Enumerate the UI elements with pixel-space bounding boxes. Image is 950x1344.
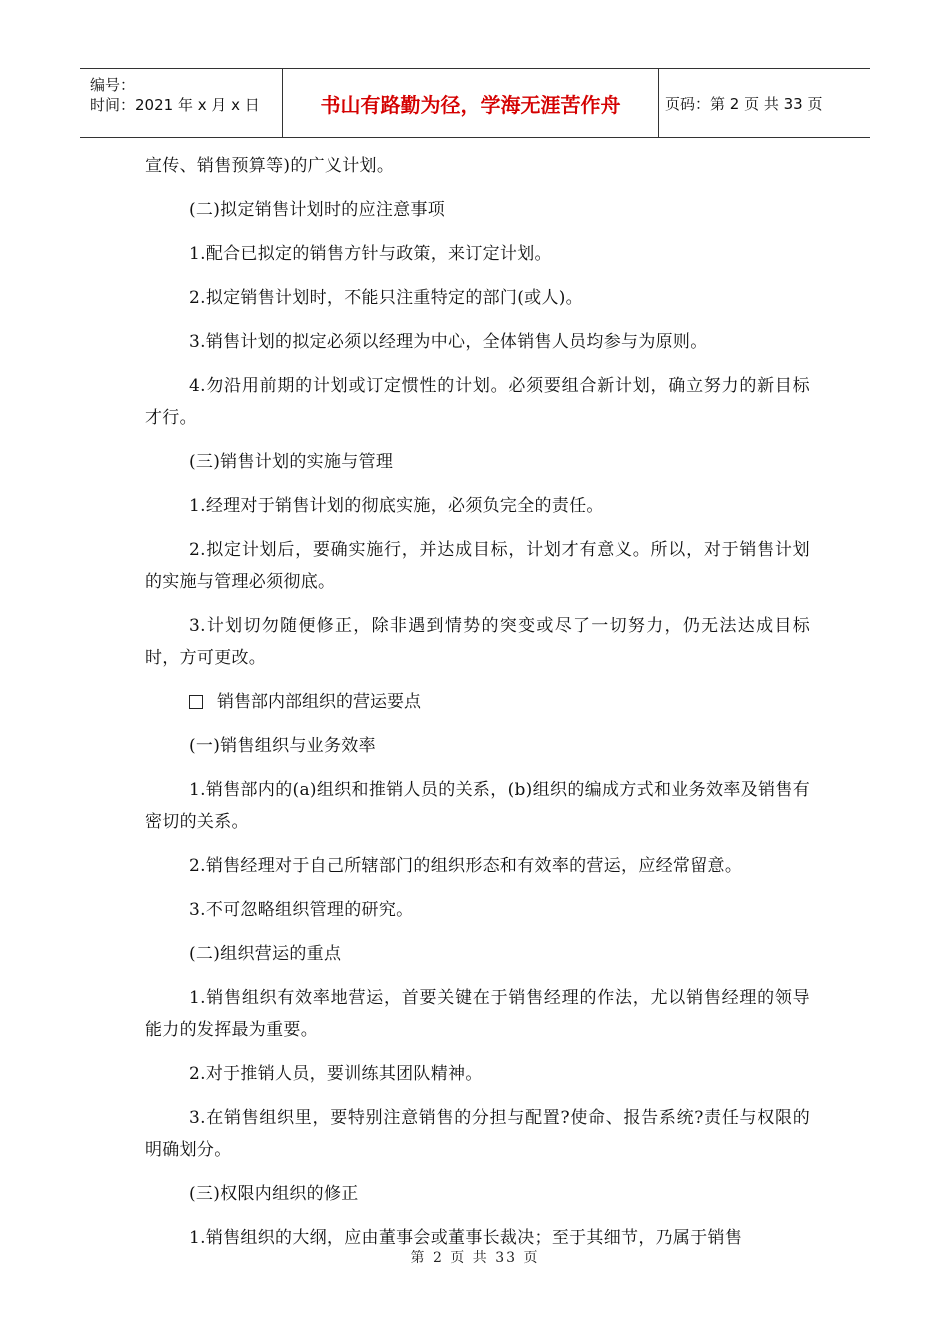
header-page-info: 页码：第 2 页 共 33 页	[665, 94, 823, 113]
paragraph: 1.销售部内的(a)组织和推销人员的关系，(b)组织的编成方式和业务效率及销售有密切的关系。	[145, 780, 810, 832]
section-heading	[189, 686, 810, 718]
paragraph: 4.勿沿用前期的计划或订定惯性的计划。必须要组合新计划，确立努力的新目标才行。	[145, 376, 810, 428]
paragraph: 2.拟定计划后，要确实施行，并达成目标，计划才有意义。所以，对于销售计划的实施与管理必须彻底。	[145, 540, 810, 592]
paragraph: 2.销售经理对于自己所辖部门的组织形态和有效率的营运，应经常留意。	[189, 856, 743, 876]
subheading: (三)销售计划的实施与管理	[189, 452, 394, 472]
header-meta	[80, 69, 283, 137]
subheading: (一)销售组织与业务效率	[189, 736, 376, 756]
subheading: (三)权限内组织的修正	[189, 1184, 359, 1204]
paragraph: 3.计划切勿随便修正，除非遇到情势的突变或尽了一切努力，仍无法达成目标时，方可更改。	[145, 616, 810, 668]
paragraph: 3.不可忽略组织管理的研究。	[189, 900, 414, 920]
paragraph: 1.销售组织有效率地营运，首要关键在于销售经理的作法，尤以销售经理的领导能力的发挥最为重要。	[145, 988, 810, 1040]
paragraph: 1.经理对于销售计划的彻底实施，必须负完全的责任。	[189, 496, 604, 516]
document-header	[80, 68, 870, 138]
paragraph: 2.对于推销人员，要训练其团队精神。	[189, 1064, 483, 1084]
paragraph: 2.拟定销售计划时，不能只注重特定的部门(或人)。	[189, 288, 583, 308]
paragraph: 3.在销售组织里，要特别注意销售的分担与配置?使命、报告系统?责任与权限的明确划分。	[145, 1108, 810, 1160]
page-footer: 第 2 页 共 33 页	[410, 1250, 540, 1266]
paragraph: 宣传、销售预算等)的广义计划。	[145, 156, 395, 176]
checkbox-icon	[189, 695, 203, 709]
subheading: (二)拟定销售计划时的应注意事项	[189, 200, 446, 220]
document-body	[145, 150, 810, 1258]
section-heading-text: 销售部内部组织的营运要点	[217, 692, 421, 712]
paragraph: 1.销售组织的大纲，应由董事会或董事长裁决；至于其细节，乃属于销售	[189, 1228, 743, 1248]
paragraph: 3.销售计划的拟定必须以经理为中心，全体销售人员均参与为原则。	[189, 332, 708, 352]
subheading: (二)组织营运的重点	[189, 944, 342, 964]
header-motto: 书山有路勤为径，学海无涯苦作舟	[283, 69, 659, 137]
time-label: 时间：2021 年 x 月 x 日	[90, 96, 260, 114]
paragraph: 1.配合已拟定的销售方针与政策，来订定计划。	[189, 244, 552, 264]
number-label: 编号：	[90, 76, 136, 94]
